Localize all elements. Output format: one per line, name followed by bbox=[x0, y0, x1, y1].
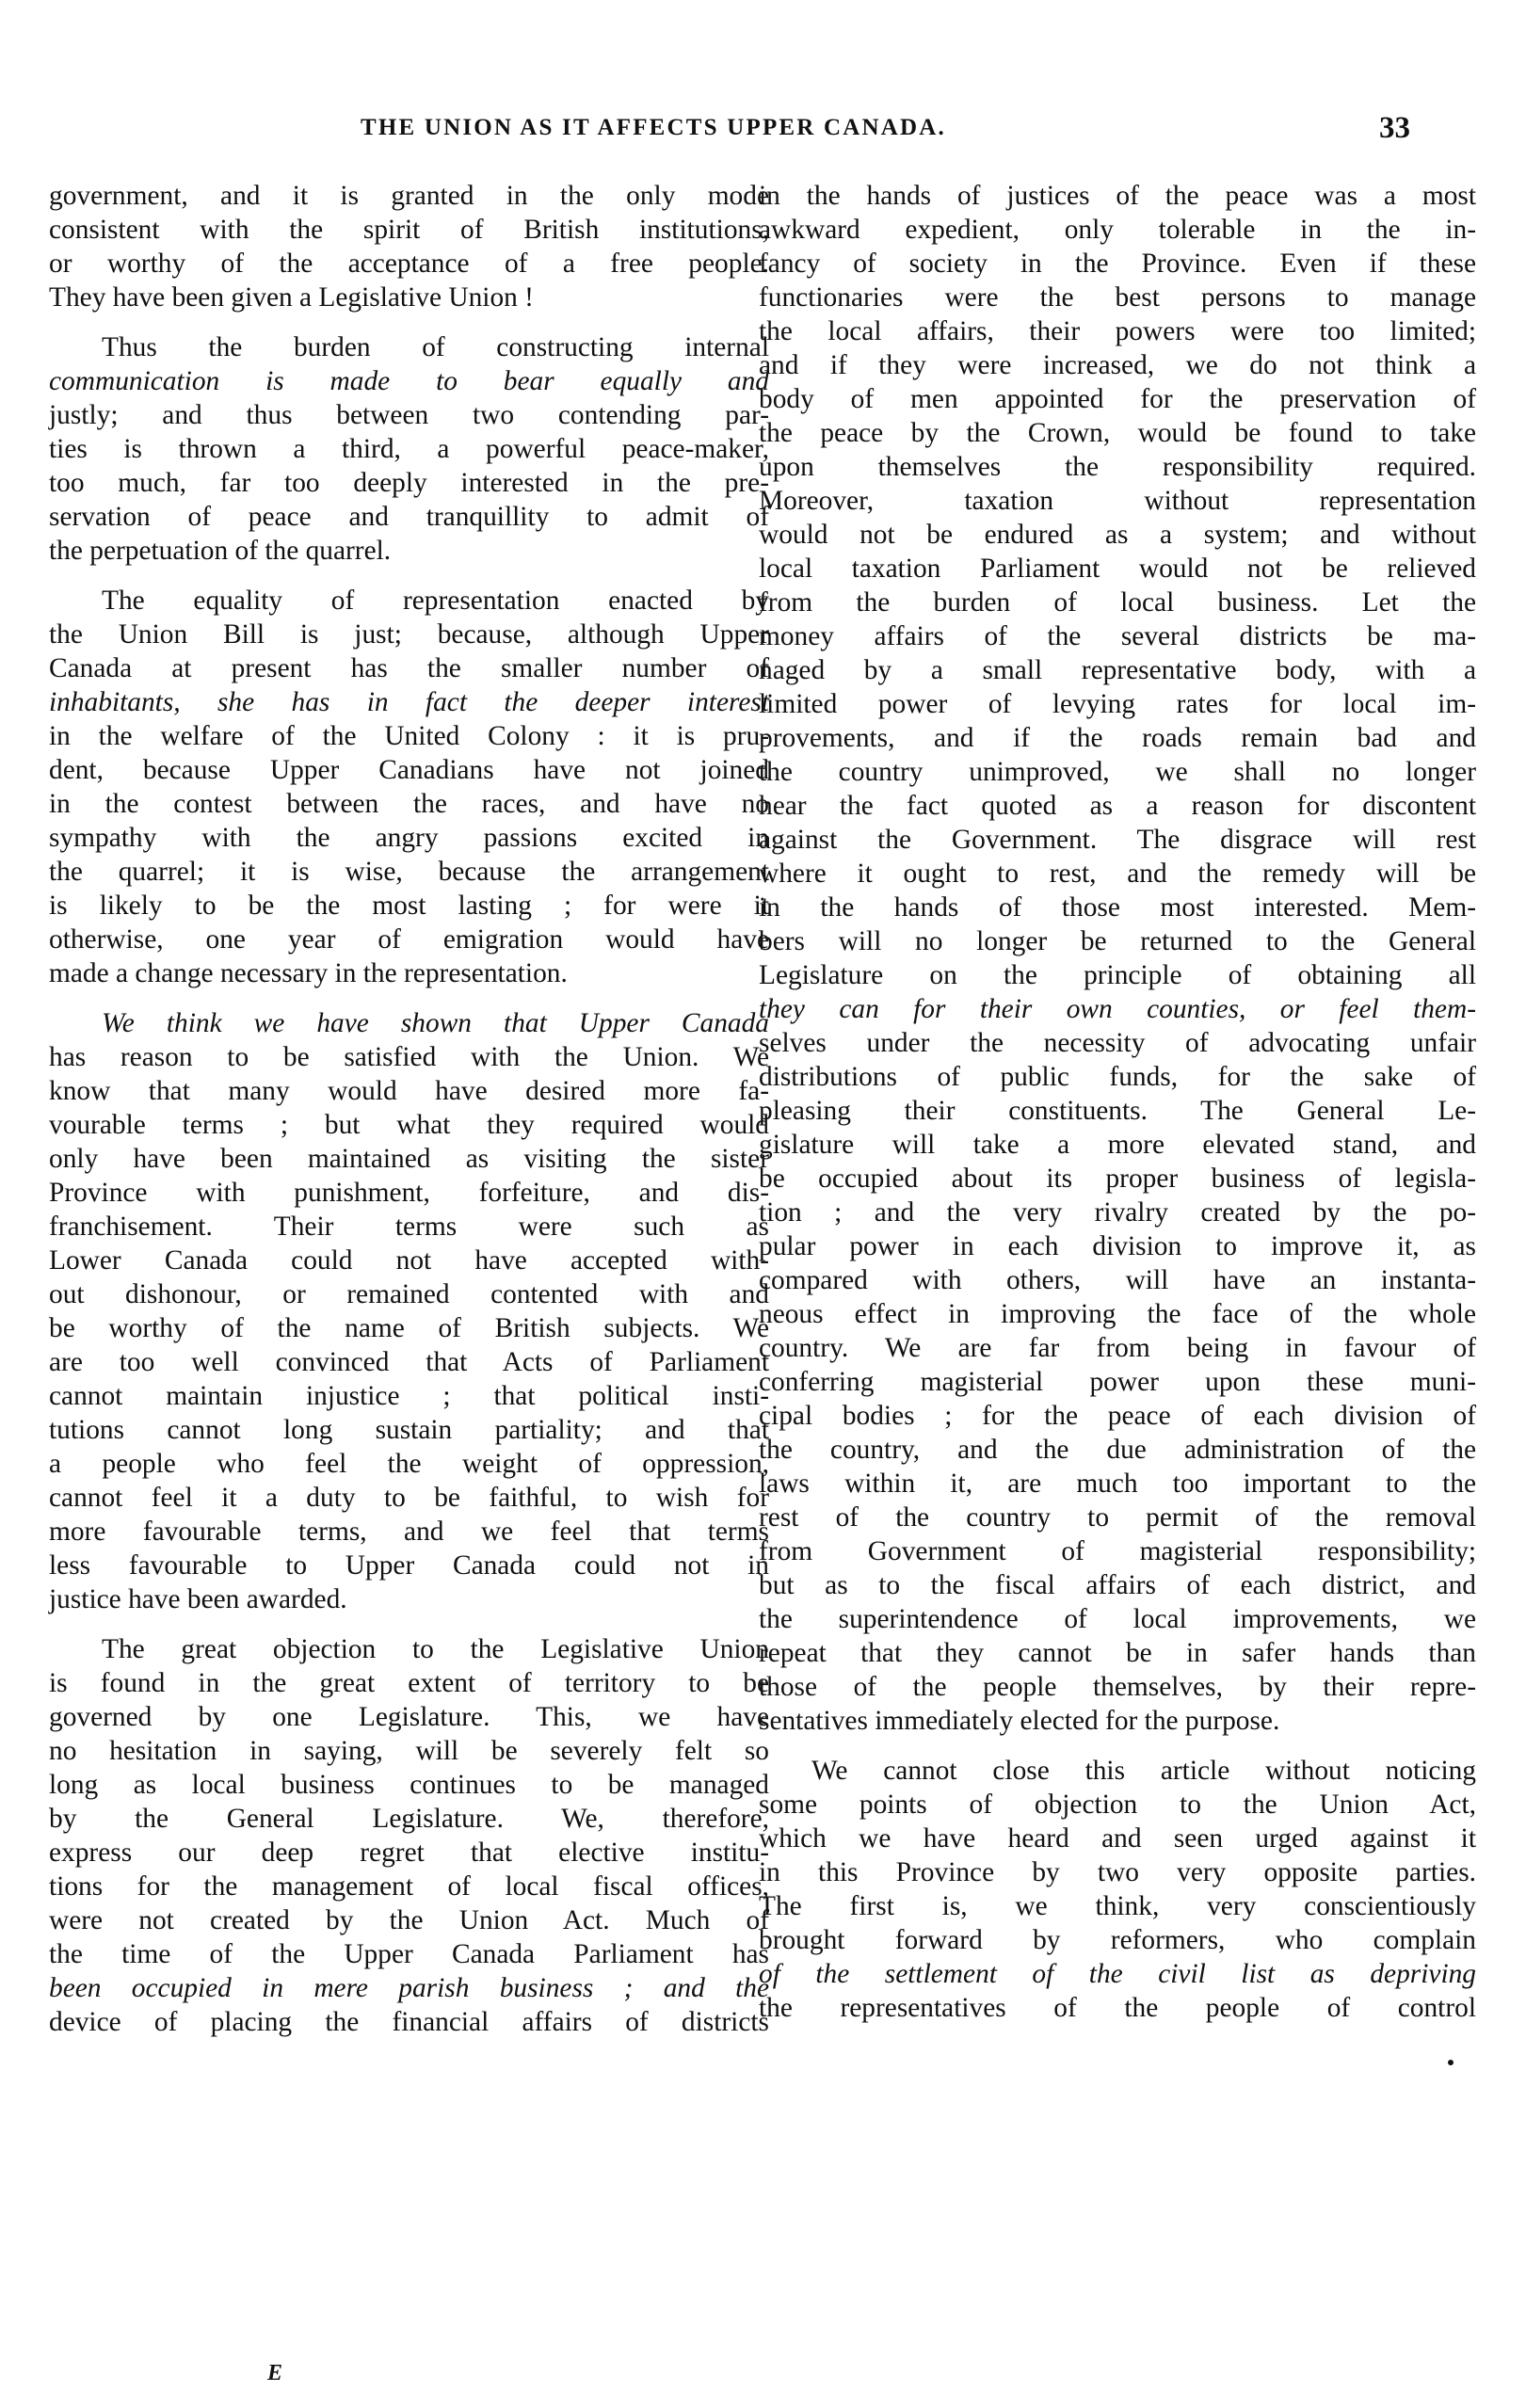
body-text: The great objection to the Legislative Union bbox=[102, 1634, 769, 1664]
text-line bbox=[49, 1734, 769, 1768]
text-line bbox=[49, 213, 769, 247]
body-text: a people who feel the weight of oppression, bbox=[49, 1449, 769, 1479]
text-line bbox=[759, 1297, 1476, 1331]
body-text: were not created by the Union Act. Much of bbox=[49, 1905, 769, 1935]
text-line bbox=[49, 1040, 769, 1074]
left-column bbox=[49, 179, 769, 2039]
body-text: Lower Canada could not have accepted with- bbox=[49, 1245, 769, 1276]
body-text: would not be endured as a system; and without bbox=[759, 520, 1476, 550]
body-text: the peace by the Crown, would be found to take bbox=[759, 418, 1476, 448]
body-text: money affairs of the several districts be ma- bbox=[759, 621, 1476, 651]
text-line bbox=[759, 1094, 1476, 1128]
text-line bbox=[759, 450, 1476, 484]
text-line bbox=[49, 1345, 769, 1379]
paragraph bbox=[759, 1754, 1476, 2025]
body-text: fancy of society in the Province. Even if these bbox=[759, 249, 1476, 279]
body-text: hear the fact quoted as a reason for discontent bbox=[759, 791, 1476, 821]
body-text: The equality of representation enacted by bbox=[102, 586, 769, 616]
text-line bbox=[759, 1822, 1476, 1855]
body-text: long as local business continues to be managed bbox=[49, 1770, 769, 1800]
body-text: those of the people themselves, by their repre- bbox=[759, 1672, 1476, 1702]
text-line bbox=[759, 653, 1476, 687]
text-line bbox=[759, 1399, 1476, 1433]
text-line bbox=[759, 1365, 1476, 1399]
body-text: less favourable to Upper Canada could not in bbox=[49, 1550, 769, 1581]
body-text: tion ; and the very rivalry created by the po- bbox=[759, 1197, 1476, 1228]
text-line bbox=[759, 1534, 1476, 1568]
right-column bbox=[759, 179, 1476, 2025]
text-line bbox=[49, 1244, 769, 1277]
body-text: be worthy of the name of British subjects. We bbox=[49, 1313, 769, 1343]
text-line bbox=[49, 1632, 769, 1666]
text-line bbox=[49, 753, 769, 787]
text-line bbox=[759, 314, 1476, 348]
body-text: naged by a small representative body, with a bbox=[759, 655, 1476, 685]
body-text: The first is, we think, very conscientiously bbox=[759, 1891, 1476, 1921]
text-line bbox=[759, 1263, 1476, 1297]
body-text: They have been given a Legislative Union ! bbox=[49, 282, 534, 313]
italic-text: been occupied in mere parish business ; and the bbox=[49, 1973, 769, 2003]
body-text: made a change necessary in the representation. bbox=[49, 958, 568, 988]
text-line bbox=[49, 398, 769, 432]
body-text: from Government of magisterial responsibility; bbox=[759, 1536, 1476, 1566]
body-text: justly; and thus between two contending par- bbox=[49, 400, 769, 430]
body-text: functionaries were the best persons to manage bbox=[759, 282, 1476, 313]
print-speck bbox=[1448, 2060, 1454, 2065]
body-text: selves under the necessity of advocating unfair bbox=[759, 1028, 1476, 1058]
text-line bbox=[759, 857, 1476, 891]
text-line bbox=[49, 618, 769, 651]
text-line bbox=[759, 687, 1476, 721]
text-line bbox=[49, 1142, 769, 1176]
text-line bbox=[759, 721, 1476, 755]
text-line bbox=[759, 1704, 1476, 1738]
text-line bbox=[759, 1602, 1476, 1636]
text-line bbox=[759, 281, 1476, 314]
signature-mark: E bbox=[267, 2361, 283, 2385]
text-line bbox=[759, 755, 1476, 789]
body-text: justice have been awarded. bbox=[49, 1584, 347, 1614]
page-number: 33 bbox=[1379, 111, 1410, 145]
body-text: laws within it, are much too important to the bbox=[759, 1469, 1476, 1499]
text-line bbox=[49, 500, 769, 534]
text-line bbox=[49, 1108, 769, 1142]
body-text: the perpetuation of the quarrel. bbox=[49, 536, 392, 566]
body-text: pleasing their constituents. The General Le- bbox=[759, 1096, 1476, 1126]
text-line bbox=[49, 821, 769, 855]
body-text: conferring magisterial power upon these muni- bbox=[759, 1367, 1476, 1397]
body-text: bers will no longer be returned to the General bbox=[759, 926, 1476, 956]
body-text: upon themselves the responsibility required. bbox=[759, 452, 1476, 482]
text-line bbox=[49, 281, 769, 314]
body-text: in this Province by two very opposite parties. bbox=[759, 1857, 1476, 1887]
body-text: tutions cannot long sustain partiality; and that bbox=[49, 1415, 769, 1445]
text-line bbox=[759, 958, 1476, 992]
body-text: device of placing the financial affairs of districts bbox=[49, 2007, 769, 2037]
text-line bbox=[759, 1331, 1476, 1365]
text-line bbox=[49, 330, 769, 364]
body-text: in the welfare of the United Colony : it is pru- bbox=[49, 721, 769, 751]
body-text: Moreover, taxation without representation bbox=[759, 486, 1476, 516]
text-line bbox=[759, 1128, 1476, 1162]
text-line bbox=[759, 1923, 1476, 1957]
text-line bbox=[49, 1447, 769, 1481]
body-text: but as to the fiscal affairs of each district, and bbox=[759, 1570, 1476, 1600]
text-line bbox=[759, 247, 1476, 281]
body-text: only have been maintained as visiting the sister bbox=[49, 1144, 769, 1174]
italic-text: inhabitants, she has in fact the deeper interest bbox=[49, 687, 769, 717]
running-title: THE UNION AS IT AFFECTS UPPER CANADA. bbox=[361, 115, 946, 140]
text-line bbox=[49, 466, 769, 500]
text-line bbox=[759, 1196, 1476, 1229]
body-text: in the hands of those most interested. Mem- bbox=[759, 892, 1476, 923]
body-text: sentatives immediately elected for the purpose. bbox=[759, 1706, 1280, 1736]
text-line bbox=[49, 179, 769, 213]
body-text: limited power of levying rates for local im- bbox=[759, 689, 1476, 719]
body-text: ties is thrown a third, a powerful peace-maker, bbox=[49, 434, 769, 464]
text-line bbox=[49, 651, 769, 685]
text-line bbox=[759, 1636, 1476, 1670]
body-text: the Union Bill is just; because, although Upper bbox=[49, 619, 769, 650]
text-line bbox=[49, 1768, 769, 1802]
body-text: vourable terms ; but what they required would bbox=[49, 1110, 769, 1140]
body-text: and if they were increased, we do not think a bbox=[759, 350, 1476, 380]
body-text: in the hands of justices of the peace was a most bbox=[759, 181, 1476, 211]
text-line bbox=[49, 1379, 769, 1413]
body-text: body of men appointed for the preservation of bbox=[759, 384, 1476, 414]
body-text: the time of the Upper Canada Parliament has bbox=[49, 1939, 769, 1969]
paragraph bbox=[759, 179, 1476, 1738]
body-text: be occupied about its proper business of legisla- bbox=[759, 1164, 1476, 1194]
body-text: has reason to be satisfied with the Union. We bbox=[49, 1042, 769, 1072]
body-text: government, and it is granted in the only mode bbox=[49, 181, 769, 211]
text-line bbox=[759, 1026, 1476, 1060]
text-line bbox=[49, 1971, 769, 2005]
body-text: is likely to be the most lasting ; for were it bbox=[49, 891, 769, 921]
text-line bbox=[759, 382, 1476, 416]
body-text: awkward expedient, only tolerable in the in- bbox=[759, 215, 1476, 245]
text-line bbox=[49, 1903, 769, 1937]
text-line bbox=[759, 484, 1476, 518]
body-text: Canada at present has the smaller number of bbox=[49, 653, 769, 683]
text-line bbox=[759, 1957, 1476, 1991]
paragraph bbox=[49, 1632, 769, 2039]
text-line bbox=[49, 1413, 769, 1447]
body-text: governed by one Legislature. This, we have bbox=[49, 1702, 769, 1732]
body-text: express our deep regret that elective institu- bbox=[49, 1838, 769, 1868]
text-line bbox=[759, 891, 1476, 924]
body-text: cipal bodies ; for the peace of each division of bbox=[759, 1401, 1476, 1431]
text-line bbox=[49, 247, 769, 281]
text-line bbox=[759, 179, 1476, 213]
text-line bbox=[49, 2005, 769, 2039]
body-text: Province with punishment, forfeiture, and dis- bbox=[49, 1178, 769, 1208]
body-text: against the Government. The disgrace will rest bbox=[759, 825, 1476, 855]
body-text: in the contest between the races, and have no bbox=[49, 789, 769, 819]
text-line bbox=[759, 1889, 1476, 1923]
body-text: tions for the management of local fiscal offices, bbox=[49, 1871, 769, 1902]
text-line bbox=[759, 1501, 1476, 1534]
body-text: the local affairs, their powers were too limited; bbox=[759, 316, 1476, 346]
body-text: the superintendence of local improvements, we bbox=[759, 1604, 1476, 1634]
body-text: are too well convinced that Acts of Parliament bbox=[49, 1347, 769, 1377]
text-line bbox=[759, 1855, 1476, 1889]
paragraph bbox=[49, 330, 769, 568]
text-line bbox=[49, 787, 769, 821]
text-line bbox=[49, 364, 769, 398]
paragraph bbox=[49, 179, 769, 314]
text-line bbox=[49, 1210, 769, 1244]
body-text: consistent with the spirit of British institutions, bbox=[49, 215, 769, 245]
text-line bbox=[759, 789, 1476, 823]
body-text: out dishonour, or remained contented with and bbox=[49, 1279, 769, 1309]
body-text: compared with others, will have an instanta- bbox=[759, 1265, 1476, 1295]
text-line bbox=[49, 1700, 769, 1734]
body-text: sympathy with the angry passions excited in bbox=[49, 823, 769, 853]
body-text: otherwise, one year of emigration would have bbox=[49, 924, 769, 955]
text-line bbox=[759, 1568, 1476, 1602]
text-line bbox=[49, 889, 769, 923]
body-text: cannot maintain injustice ; that political insti- bbox=[49, 1381, 769, 1411]
italic-text: they can for their own counties, or feel them- bbox=[759, 994, 1476, 1024]
italic-text: communication is made to bear equally and bbox=[49, 366, 769, 396]
text-line bbox=[759, 552, 1476, 586]
body-text: some points of objection to the Union Act, bbox=[759, 1790, 1476, 1820]
text-line bbox=[759, 992, 1476, 1026]
body-text: by the General Legislature. We, therefore, bbox=[49, 1804, 769, 1834]
text-line bbox=[49, 1870, 769, 1903]
body-text: We cannot close this article without noticing bbox=[811, 1756, 1476, 1786]
body-text: servation of peace and tranquillity to admit of bbox=[49, 502, 769, 532]
body-text: the country unimproved, we shall no longer bbox=[759, 757, 1476, 787]
body-text: no hesitation in saying, will be severely felt so bbox=[49, 1736, 769, 1766]
text-line bbox=[759, 518, 1476, 552]
body-text: the country, and the due administration of the bbox=[759, 1435, 1476, 1465]
text-line bbox=[759, 1670, 1476, 1704]
text-line bbox=[49, 1802, 769, 1836]
text-line bbox=[49, 685, 769, 719]
paragraph bbox=[49, 1006, 769, 1616]
text-line bbox=[759, 1991, 1476, 2025]
body-text: gislature will take a more elevated stand, and bbox=[759, 1130, 1476, 1160]
text-line bbox=[759, 586, 1476, 619]
text-line bbox=[49, 956, 769, 990]
text-line bbox=[759, 1162, 1476, 1196]
body-text: rest of the country to permit of the removal bbox=[759, 1502, 1476, 1533]
body-text: where it ought to rest, and the remedy will be bbox=[759, 859, 1476, 889]
body-text: repeat that they cannot be in safer hands than bbox=[759, 1638, 1476, 1668]
text-line bbox=[49, 1006, 769, 1040]
body-text: franchisement. Their terms were such as bbox=[49, 1212, 769, 1242]
body-text: pular power in each division to improve it, as bbox=[759, 1231, 1476, 1261]
body-text: local taxation Parliament would not be relieved bbox=[759, 554, 1476, 584]
running-head bbox=[0, 111, 1526, 149]
body-text: too much, far too deeply interested in the pre- bbox=[49, 468, 769, 498]
body-text: dent, because Upper Canadians have not joined bbox=[49, 755, 769, 785]
text-line bbox=[49, 584, 769, 618]
italic-text: We think we have shown that Upper Canada bbox=[102, 1008, 769, 1038]
body-text: Thus the burden of constructing internal bbox=[102, 332, 769, 362]
text-line bbox=[759, 823, 1476, 857]
body-text: the quarrel; it is wise, because the arrangement bbox=[49, 857, 769, 887]
text-line bbox=[49, 1582, 769, 1616]
text-line bbox=[49, 1074, 769, 1108]
text-line bbox=[49, 534, 769, 568]
text-line bbox=[49, 432, 769, 466]
body-text: the representatives of the people of control bbox=[759, 1993, 1476, 2023]
italic-text: of the settlement of the civil list as depriving bbox=[759, 1959, 1476, 1989]
body-text: Legislature on the principle of obtaining all bbox=[759, 960, 1476, 990]
body-text: know that many would have desired more fa- bbox=[49, 1076, 769, 1106]
text-line bbox=[49, 1549, 769, 1582]
text-line bbox=[759, 1229, 1476, 1263]
body-text: brought forward by reformers, who complain bbox=[759, 1925, 1476, 1955]
text-line bbox=[759, 1788, 1476, 1822]
body-text: cannot feel it a duty to be faithful, to wish for bbox=[49, 1483, 769, 1513]
text-line bbox=[49, 1311, 769, 1345]
body-text: which we have heard and seen urged against it bbox=[759, 1823, 1476, 1854]
text-line bbox=[759, 348, 1476, 382]
body-text: more favourable terms, and we feel that terms bbox=[49, 1517, 769, 1547]
text-line bbox=[759, 619, 1476, 653]
text-line bbox=[759, 416, 1476, 450]
text-line bbox=[759, 1467, 1476, 1501]
body-text: from the burden of local business. Let the bbox=[759, 587, 1476, 618]
body-text: neous effect in improving the face of the whole bbox=[759, 1299, 1476, 1329]
text-line bbox=[49, 1481, 769, 1515]
body-text: country. We are far from being in favour of bbox=[759, 1333, 1476, 1363]
text-line bbox=[49, 719, 769, 753]
text-line bbox=[49, 1937, 769, 1971]
text-line bbox=[759, 1433, 1476, 1467]
text-line bbox=[759, 213, 1476, 247]
text-line bbox=[49, 1277, 769, 1311]
text-line bbox=[49, 1515, 769, 1549]
body-text: is found in the great extent of territory to be bbox=[49, 1668, 769, 1698]
text-line bbox=[49, 923, 769, 956]
text-line bbox=[49, 1666, 769, 1700]
paragraph bbox=[49, 584, 769, 990]
text-line bbox=[49, 1176, 769, 1210]
body-text: distributions of public funds, for the sake of bbox=[759, 1062, 1476, 1092]
body-text: or worthy of the acceptance of a free people. bbox=[49, 249, 769, 279]
text-line bbox=[49, 855, 769, 889]
body-text: provements, and if the roads remain bad and bbox=[759, 723, 1476, 753]
text-line bbox=[759, 924, 1476, 958]
text-line bbox=[49, 1836, 769, 1870]
text-line bbox=[759, 1060, 1476, 1094]
text-line bbox=[759, 1754, 1476, 1788]
